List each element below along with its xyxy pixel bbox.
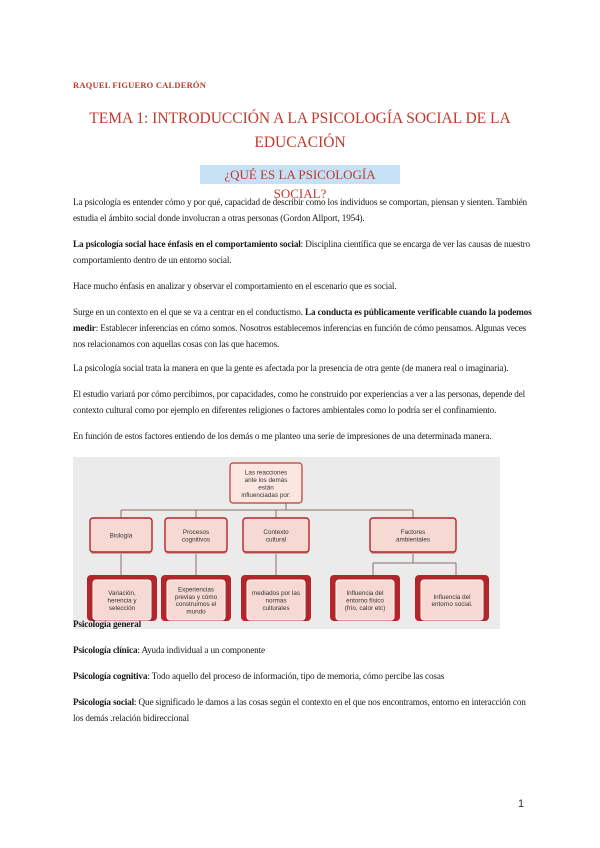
outcome-box-label: Influencia del <box>433 593 471 601</box>
title-line-1: TEMA 1: INTRODUCCIÓN A LA PSICOLOGÍA SOCIAL DE LA <box>89 110 511 127</box>
outcome-box-label: mundo <box>186 608 206 616</box>
paragraph-presence: La psicología social trata la manera en que la gente es afectada por la presencia de otra gente (de manera real o imaginaria). <box>73 363 509 373</box>
subtype-clinical <box>73 642 533 658</box>
paragraph-definition: La psicología es entender cómo y por qué, capacidad de describir como los individuos se comportan, piensan y sienten. También estudia el ámbito social donde involucran a otras personas (Gordon Allport, 1954). <box>73 197 527 223</box>
bold-term: Psicología social <box>73 697 134 707</box>
page-number: 1 <box>518 798 525 810</box>
paragraph-behaviorism <box>73 304 533 352</box>
paragraph-observation: Hace mucho énfasis en analizar y observar el comportamiento en el escenario que es social. <box>73 281 397 291</box>
influence-diagram <box>73 457 500 629</box>
outcome-box-label: previas y cómo <box>174 593 218 601</box>
root-box-label: Las reacciones <box>244 469 288 477</box>
section-heading: ¿QUÉ ES LA PSICOLOGÍA SOCIAL? <box>200 165 400 184</box>
outcome-box-label: (frío, calor etc) <box>344 604 386 612</box>
outcome-box-label: mediados por las <box>252 590 300 598</box>
paragraph-text: : Ayuda individual a un componente <box>137 645 265 655</box>
paragraph-text: : Que significado le damos a las cosas según el contexto en el que nos encontramos, entorno en interacción con los demás .relación bidireccional <box>73 697 526 723</box>
paragraph-text: Surge en un contexto en el que se va a centrar en el conductismo. <box>73 307 306 317</box>
subtype-social <box>73 694 533 726</box>
outcome-box-label: normas <box>265 597 287 605</box>
category-box-label: cultural <box>265 536 287 544</box>
outcome-box-label: Variación, <box>108 590 136 598</box>
paragraph-factors: En función de estos factores entiendo de los demás o me planteo una serie de impresiones de una determinada manera. <box>73 431 492 441</box>
paragraph-text: : Disciplina científica que se encarga de ver las causas de nuestro comportamiento dentro de un entorno social. <box>73 239 530 265</box>
paragraph-text: : Establecer inferencias en cómo somos. Nosotros establecemos inferencias en función de cómo pensamos. Algunas veces nos relacionamos con aquellas cosas con las que hacemos. <box>73 323 527 349</box>
paragraph-study: El estudio variará por cómo percibimos, por capacidades, como he construido por experiencias a ver a las personas, depende del contexto cultural como por ejemplo en diferentes religiones o factores ambientales como lo podría ser el confinamiento. <box>73 389 526 415</box>
category-box-label: Contexto <box>263 528 289 536</box>
subtype-cognitive <box>73 668 533 684</box>
category-box-label: Biología <box>109 532 133 540</box>
category-box-label: Procesos <box>182 528 210 536</box>
outcome-box-label: herencia y <box>107 597 137 605</box>
subtype-general <box>73 616 533 632</box>
root-box-label: influenciadas por: <box>241 491 291 499</box>
bold-term: Psicología cognitiva <box>73 671 148 681</box>
paragraph-text: : Todo aquello del proceso de información, tipo de memoria, cómo percibe las cosas <box>147 671 445 681</box>
document-title <box>60 107 540 155</box>
diagram-svg <box>73 457 500 629</box>
title-line-2: EDUCACIÓN <box>254 134 346 151</box>
category-box-label: ambientales <box>396 536 430 544</box>
author-name: RAQUEL FIGUERO CALDERÓN <box>73 80 207 90</box>
bold-term: Psicología clínica <box>73 645 138 655</box>
outcome-box-label: entorno físico <box>346 597 384 605</box>
bold-term: La psicología social hace énfasis en el comportamiento social <box>73 239 301 249</box>
outcome-box-label: Experiencias <box>177 586 215 594</box>
category-box-label: Factores <box>400 528 426 536</box>
outcome-box-label: selección <box>108 604 136 612</box>
outcome-box-label: culturales <box>262 604 290 612</box>
outcome-box-label: entorno social. <box>431 601 473 609</box>
outcome-box-label: construimos el <box>175 601 217 609</box>
category-box-label: cognitivos <box>181 536 211 544</box>
bold-term: La conducta es públicamente verificable cuando la podemos medir <box>73 307 532 333</box>
bold-term: Psicología general <box>73 619 141 629</box>
paragraph-social-emphasis <box>73 236 533 268</box>
root-box-label: ante los demás <box>244 476 288 484</box>
root-box-label: están <box>258 484 274 492</box>
outcome-box-label: Influencia del <box>346 590 384 598</box>
